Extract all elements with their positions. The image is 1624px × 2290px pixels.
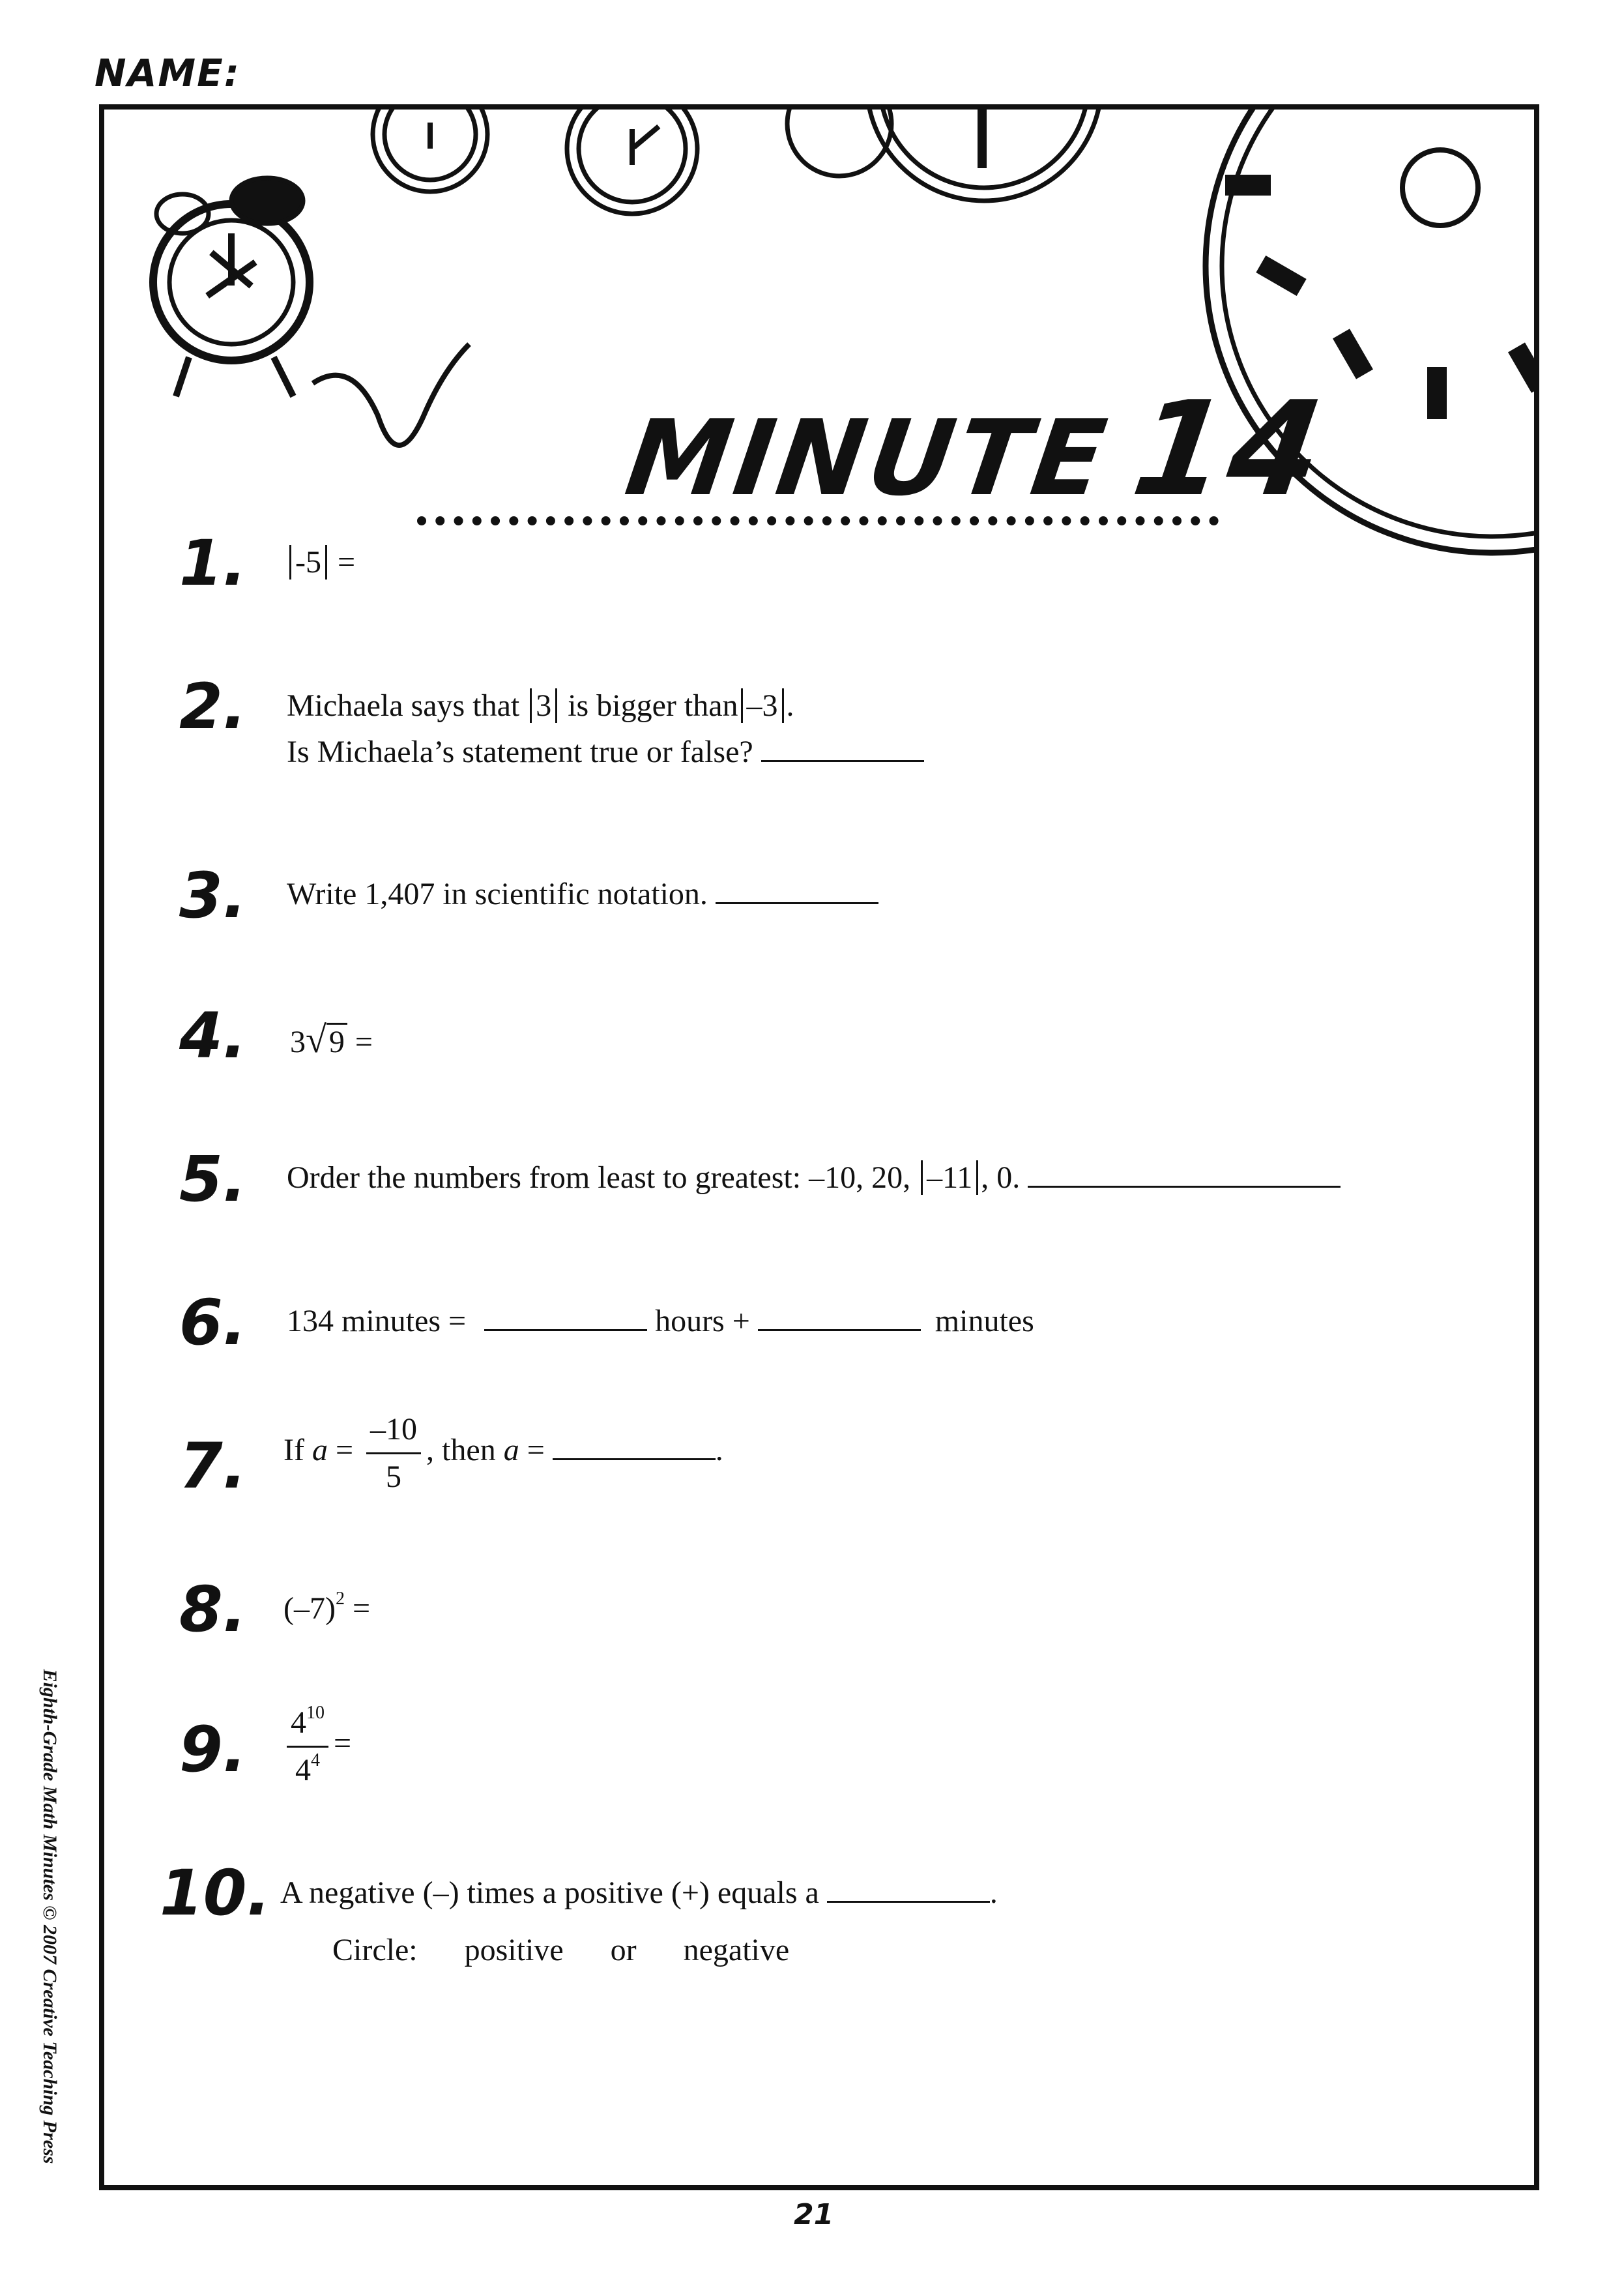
question-1	[287, 540, 355, 585]
question-number-1: 1.	[179, 527, 247, 600]
answer-blank[interactable]	[553, 1427, 716, 1460]
page-title	[618, 374, 1335, 525]
square-root: √9	[306, 1012, 347, 1067]
question-number-10: 10.	[160, 1857, 271, 1930]
question-number-6: 6.	[179, 1286, 247, 1359]
option-positive[interactable]: positive	[464, 1932, 564, 1967]
question-3: Write 1,407 in scientific notation.	[287, 871, 878, 917]
minutes-blank[interactable]	[758, 1298, 921, 1331]
equals-sign: =	[337, 545, 356, 580]
question-2-line-2: Is Michaela’s statement true or false?	[287, 729, 924, 775]
abs-value-1: 3	[530, 688, 557, 723]
exponent-fraction: $\frac{4^{10}}{4^4}$	[287, 1700, 328, 1793]
question-2-line-1: Michaela says that 3 is bigger than –3 .	[287, 688, 794, 723]
question-number-9: 9.	[179, 1713, 247, 1786]
name-label: NAME:	[94, 51, 240, 95]
question-10: A negative (–) times a positive (+) equals a . Circle: positive or negative	[280, 1870, 998, 1973]
answer-blank[interactable]	[1028, 1154, 1341, 1188]
question-9: $\frac{4^{10}}{4^4}$ =	[282, 1700, 351, 1793]
abs-value-expression: -5	[289, 545, 327, 580]
answer-blank[interactable]	[761, 729, 924, 762]
dotted-divider	[417, 516, 1219, 525]
hours-blank[interactable]	[484, 1298, 647, 1331]
copyright-text: Eighth-Grade Math Minutes © 2007 Creative Teaching Press	[39, 1669, 61, 2164]
question-8: $(-7)^2$ =	[283, 1589, 371, 1626]
title-number: 14	[1124, 374, 1335, 525]
answer-blank[interactable]	[716, 871, 878, 904]
circle-options: Circle: positive or negative	[332, 1932, 790, 1967]
abs-value-2: –3	[741, 688, 784, 723]
side-credit	[38, 1669, 61, 2164]
abs-value: –11	[921, 1160, 978, 1195]
clock-icon	[787, 110, 892, 176]
question-number-4: 4.	[179, 999, 247, 1072]
question-number-7: 7.	[179, 1430, 247, 1503]
page-number: 21	[794, 2198, 834, 2231]
worksheet-frame	[99, 104, 1539, 2190]
title-text: MINUTE	[619, 397, 1117, 519]
question-6: 134 minutes = hours + minutes	[287, 1298, 1034, 1344]
question-5: Order the numbers from least to greatest: –10, 20, –11 , 0.	[287, 1154, 1341, 1201]
question-number-8: 8.	[179, 1573, 247, 1646]
question-number-3: 3.	[179, 859, 247, 932]
question-2	[287, 683, 924, 774]
question-number-2: 2.	[179, 670, 247, 743]
question-7: If a = $\frac{-10}{5}$ , then a = .	[283, 1407, 723, 1499]
option-or: or	[610, 1932, 637, 1967]
option-negative[interactable]: negative	[683, 1932, 790, 1967]
answer-blank[interactable]	[827, 1870, 990, 1903]
question-4: 3√9 =	[290, 1012, 373, 1067]
fraction: $\frac{-10}{5}$	[366, 1407, 421, 1499]
question-number-5: 5.	[179, 1143, 247, 1216]
